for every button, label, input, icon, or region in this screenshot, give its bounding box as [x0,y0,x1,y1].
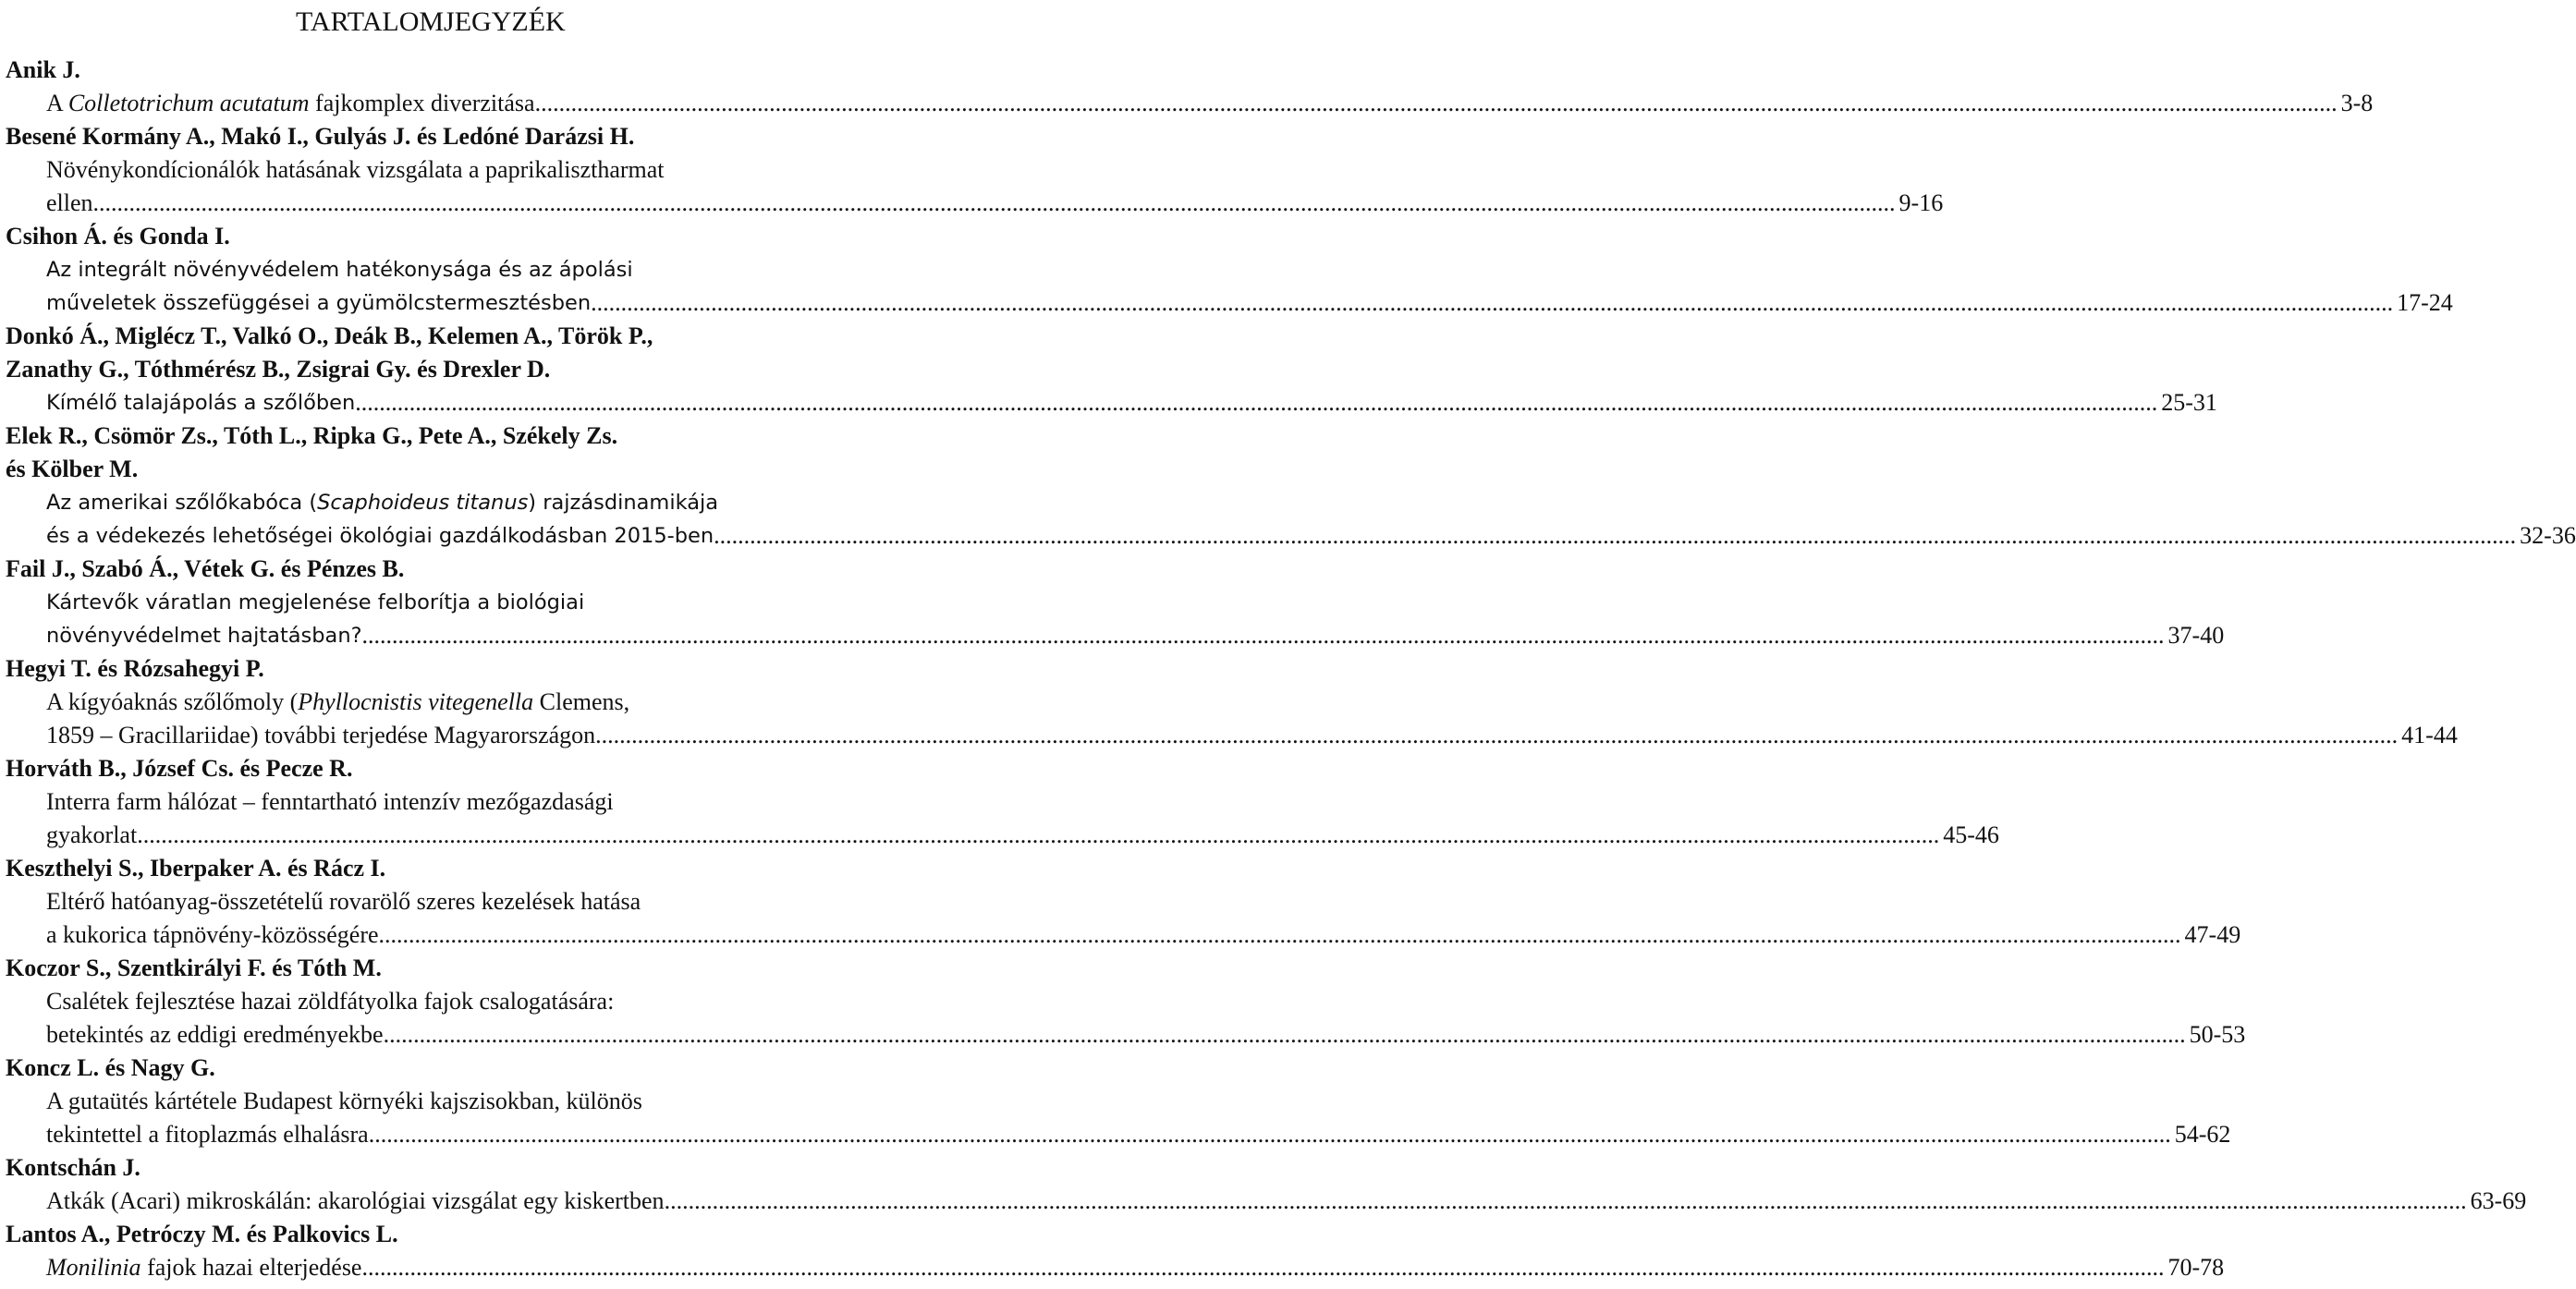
page-range: 17-24 [2397,289,2453,316]
toc-authors: Koncz L. és Nagy G. [6,1054,215,1081]
article-title-text: A gutaütés kártétele Budapest környéki kajszisokban, különös [46,1088,642,1114]
toc-article-title[interactable] [0,819,1999,852]
article-title-text: 1859 – Gracillariidae) további terjedése Magyarországon [46,722,596,748]
page-range: 41-44 [2401,722,2458,748]
toc-authors: Lantos A., Petróczy M. és Palkovics L. [6,1221,398,1247]
toc-authors: Fail J., Szabó Á., Vétek G. és Pénzes B. [6,555,405,582]
toc-authors: Elek R., Csömör Zs., Tóth L., Ripka G., Pete A., Székely Zs. [6,422,618,449]
article-title-text: Kímélő talajápolás a szőlőben [46,391,356,415]
toc-article-title[interactable] [0,619,2225,652]
page-title: TARTALOMJEGYZÉK [296,6,566,37]
article-title-text: betekintés az eddigi eredményekbe [46,1021,384,1048]
toc-article-title[interactable] [0,386,2217,420]
dot-leader: ............................................................................................................................................................................................................................................................................................................ [137,821,1940,848]
toc-authors: Koczor S., Szentkirályi F. és Tóth M. [6,955,382,981]
page-range: 50-53 [2189,1021,2246,1048]
page-range: 54-62 [2174,1121,2231,1148]
page-range: 32-36 [2520,522,2576,549]
page-range: 45-46 [1943,821,1999,848]
toc-article-title[interactable] [0,253,887,286]
dot-leader: ............................................................................................................................................................................................................................................................................................................ [383,1021,2186,1048]
toc-article-title[interactable] [0,1085,887,1118]
dot-leader: ............................................................................................................................................................................................................................................................................................................ [595,722,2399,748]
table-of-contents [0,54,2576,1284]
page-range: 37-40 [2167,622,2225,649]
toc-authors: Csihon Á. és Gonda I. [6,223,230,249]
article-title-text: Atkák (Acari) mikroskálán: akarológiai vizsgálat egy kiskertben [46,1187,665,1214]
toc-article-title[interactable] [0,87,2374,120]
page-range: 25-31 [2161,389,2217,416]
toc-article-title[interactable] [0,586,887,619]
toc-article-title[interactable] [0,918,2241,952]
toc-article-title[interactable] [0,1118,2231,1151]
article-title-text: Növénykondícionálók hatásának vizsgálata a paprikalisztharmat [46,156,665,183]
page-range: 9-16 [1898,189,1944,216]
dot-leader: ............................................................................................................................................................................................................................................................................................................ [361,1254,2165,1281]
toc-article-title[interactable] [0,785,887,819]
toc-authors: Anik J. [6,56,80,83]
toc-article-title[interactable] [0,985,887,1018]
article-title-text: A Colletotrichum acutatum fajkomplex diverzitása [46,90,535,116]
article-title-text: a kukorica tápnövény-közösségére [46,921,379,948]
toc-article-title[interactable] [0,519,2576,553]
toc-article-title[interactable] [0,1251,2225,1284]
toc-authors: Keszthelyi S., Iberpaker A. és Rácz I. [6,855,386,882]
dot-leader: ............................................................................................................................................................................................................................................................................................................ [714,522,2517,549]
toc-article-title[interactable] [0,1185,2527,1218]
article-title-text: gyakorlat [46,821,138,848]
toc-article-title[interactable] [0,1018,2246,1052]
page-range: 70-78 [2167,1254,2225,1281]
page-range: 47-49 [2184,921,2241,948]
dot-leader: ............................................................................................................................................................................................................................................................................................................ [378,921,2181,948]
dot-leader: ............................................................................................................................................................................................................................................................................................................ [368,1121,2171,1148]
dot-leader: ............................................................................................................................................................................................................................................................................................................ [591,289,2394,316]
toc-authors-continued: Zanathy G., Tóthmérész B., Zsigrai Gy. és Drexler D. [6,356,551,383]
article-title-text: növényvédelmet hajtatásban? [46,624,362,648]
page-range: 3-8 [2340,90,2374,116]
dot-leader: ............................................................................................................................................................................................................................................................................................................ [664,1187,2467,1214]
article-title-text: Monilinia fajok hazai elterjedése [46,1254,362,1281]
dot-leader: ............................................................................................................................................................................................................................................................................................................ [361,622,2165,649]
dot-leader: ............................................................................................................................................................................................................................................................................................................ [355,389,2158,416]
article-title-text: Csalétek fejlesztése hazai zöldfátyolka fajok csalogatására: [46,988,615,1015]
dot-leader: ............................................................................................................................................................................................................................................................................................................ [534,90,2338,116]
article-title-text: és a védekezés lehetőségei ökológiai gazdálkodásban 2015-ben [46,524,714,548]
toc-article-title[interactable] [0,719,2458,752]
toc-authors: Besené Kormány A., Makó I., Gulyás J. és Ledóné Darázsi H. [6,123,635,150]
toc-article-title[interactable] [0,486,887,519]
article-title-text: Interra farm hálózat – fenntartható intenzív mezőgazdasági [46,788,614,815]
toc-authors: Hegyi T. és Rózsahegyi P. [6,655,264,682]
toc-authors: Horváth B., József Cs. és Pecze R. [6,755,353,782]
toc-article-title[interactable] [0,187,1944,220]
article-title-text: Kártevők váratlan megjelenése felborítja a biológiai [46,590,585,614]
toc-article-title[interactable] [0,885,887,918]
toc-article-title[interactable] [0,286,2453,320]
toc-authors-continued: és Kölber M. [6,456,139,482]
page-range: 63-69 [2470,1187,2527,1214]
article-title-text: Az amerikai szőlőkabóca (Scaphoideus titanus) rajzásdinamikája [46,491,719,515]
article-title-text: Eltérő hatóanyag-összetételű rovarölő szeres kezelések hatása [46,888,641,915]
article-title-text: ellen [46,189,93,216]
article-title-text: tekintettel a fitoplazmás elhalásra [46,1121,369,1148]
toc-authors: Donkó Á., Miglécz T., Valkó O., Deák B., Kelemen A., Török P., [6,322,653,349]
toc-authors: Kontschán J. [6,1154,140,1181]
article-title-text: A kígyóaknás szőlőmoly (Phyllocnistis vitegenella Clemens, [46,688,630,715]
article-title-text: Az integrált növényvédelem hatékonysága és az ápolási [46,258,633,282]
dot-leader: ............................................................................................................................................................................................................................................................................................................ [92,189,1896,216]
article-title-text: műveletek összefüggései a gyümölcstermesztésben [46,291,592,315]
toc-article-title[interactable] [0,153,887,187]
toc-article-title[interactable] [0,686,887,719]
